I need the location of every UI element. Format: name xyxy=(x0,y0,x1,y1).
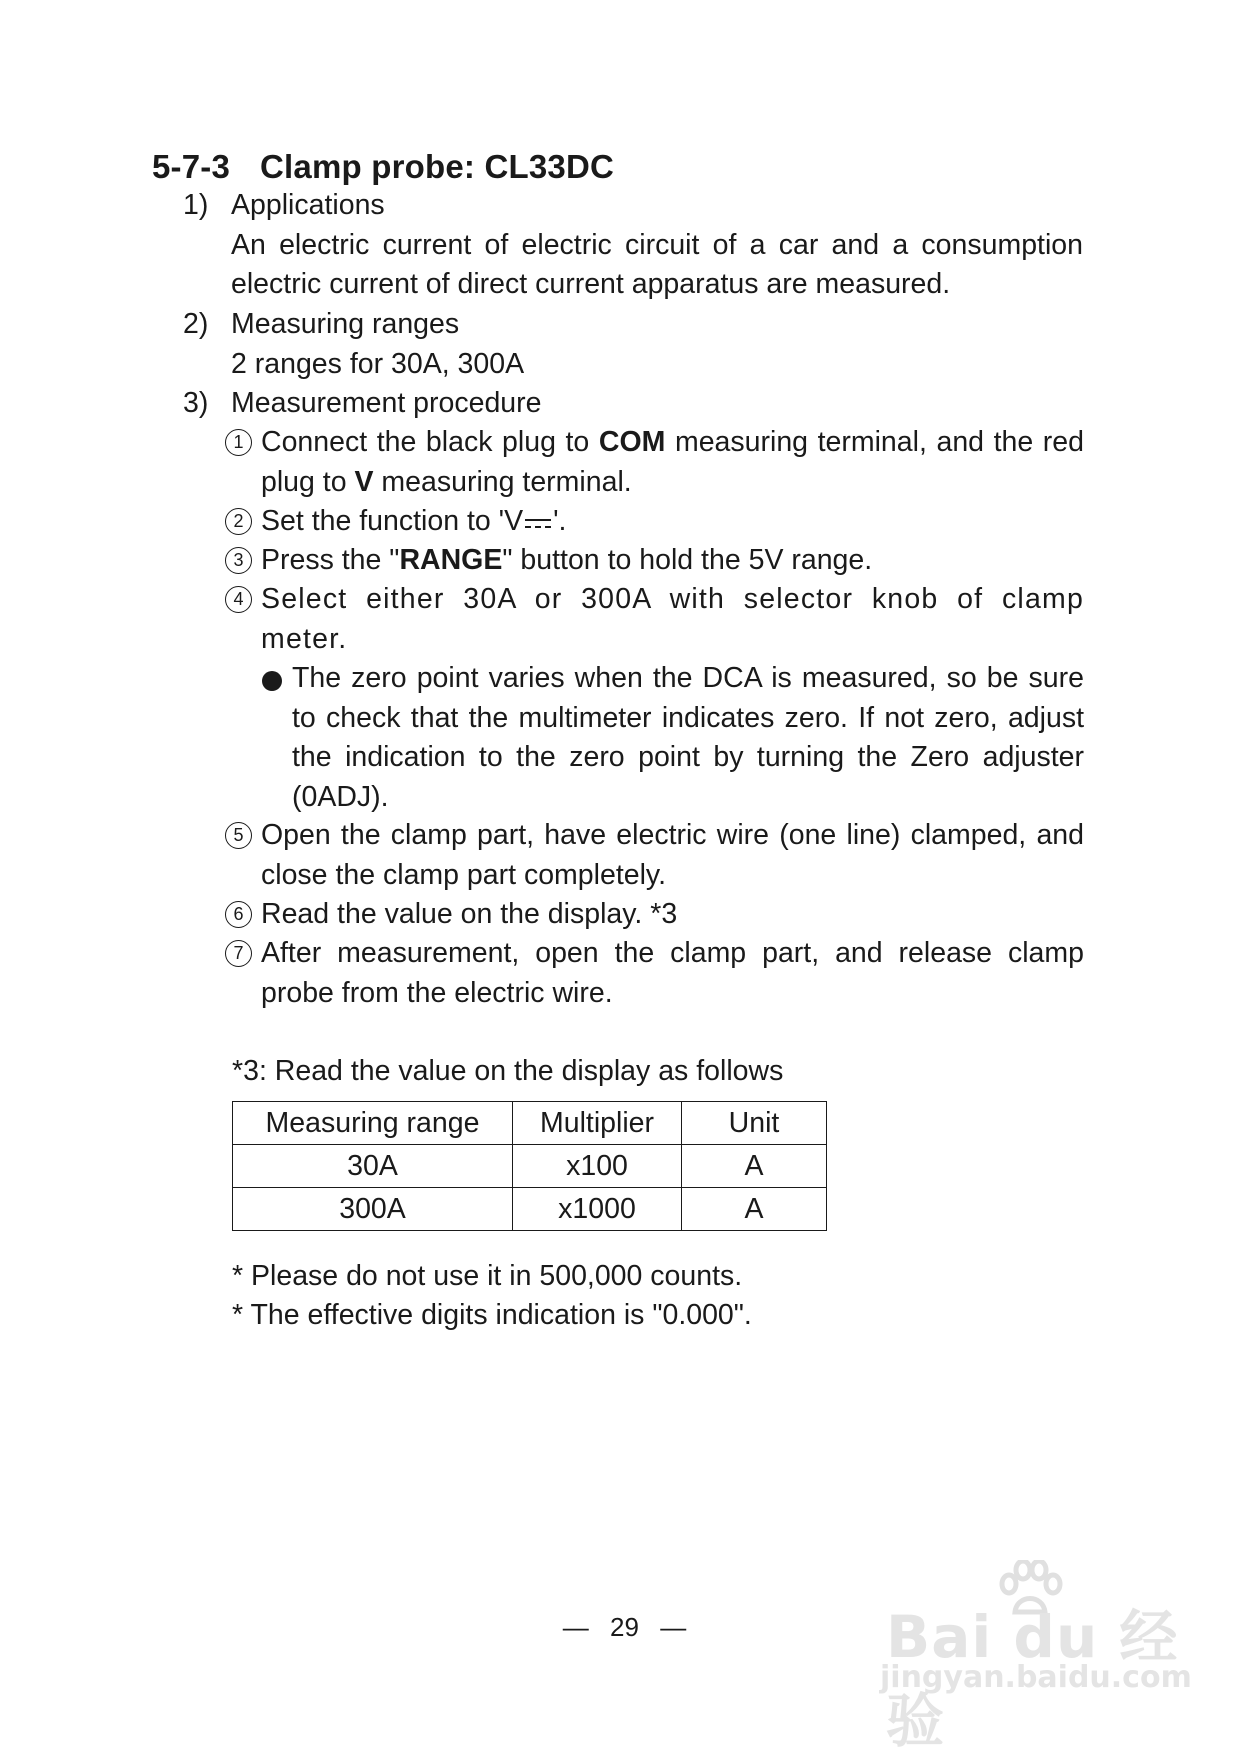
table-cell: 30A xyxy=(233,1145,513,1188)
watermark-brand: Bai du 经验 xyxy=(886,1603,1179,1755)
footnote: * Please do not use it in 500,000 counts. xyxy=(232,1260,743,1292)
step-number: 6 xyxy=(225,901,252,928)
step-text: Select either 30A or 300A with selector knob of clamp meter. xyxy=(261,583,1084,655)
item-label: 1) xyxy=(183,189,209,221)
step-number: 4 xyxy=(225,586,252,613)
table-caption: *3: Read the value on the display as follows xyxy=(232,1055,784,1087)
step-number: 1 xyxy=(225,429,252,456)
table-header-row xyxy=(233,1102,827,1145)
item-label: 3) xyxy=(183,387,209,419)
step-number: 2 xyxy=(225,508,252,535)
section-title: Clamp probe: CL33DC xyxy=(260,148,615,185)
table-header-cell: Unit xyxy=(682,1102,827,1145)
baidu-watermark xyxy=(880,1560,1192,1755)
table-row xyxy=(233,1188,827,1231)
section-number: 5-7-3 xyxy=(152,148,231,185)
item-text: An electric current of electric circuit of a car and a consumption electric current of direct current apparatus are measured. xyxy=(231,228,1083,300)
readout-table xyxy=(232,1101,827,1231)
page-number: — 29 — xyxy=(562,1612,687,1642)
item-label: 2) xyxy=(183,308,209,340)
list-item-applications xyxy=(183,186,1083,300)
dc-symbol-icon xyxy=(523,510,553,532)
item-title: Measurement procedure xyxy=(231,387,542,419)
step-number: 7 xyxy=(225,940,252,967)
item-title: Applications xyxy=(231,189,385,221)
step-text: Open the clamp part, have electric wire (one line) clamped, and close the clamp part completely. xyxy=(261,819,1084,891)
step-text: Read the value on the display. *3 xyxy=(261,898,678,930)
table-header-cell: Measuring range xyxy=(233,1102,513,1145)
table-cell: A xyxy=(682,1145,827,1188)
table-cell: A xyxy=(682,1188,827,1231)
step-number: 5 xyxy=(225,822,252,849)
table-cell: x1000 xyxy=(513,1188,682,1231)
footnote: * The effective digits indication is "0.000". xyxy=(232,1299,752,1331)
note-text: The zero point varies when the DCA is measured, so be sure to check that the multimeter indicates zero. If not zero, adjust the indication to the zero point by turning the Zero adjuster (0ADJ). xyxy=(292,662,1084,813)
section-heading xyxy=(152,148,614,186)
item-text: 2 ranges for 30A, 300A xyxy=(231,347,525,380)
table-cell: x100 xyxy=(513,1145,682,1188)
table-header-cell: Multiplier xyxy=(513,1102,682,1145)
step-number: 3 xyxy=(225,547,252,574)
item-title: Measuring ranges xyxy=(231,308,460,340)
step-text: After measurement, open the clamp part, and release clamp probe from the electric wire. xyxy=(261,937,1084,1009)
table-row xyxy=(233,1145,827,1188)
table-cell: 300A xyxy=(233,1188,513,1231)
watermark-url: jingyan.baidu.com xyxy=(880,1660,1192,1695)
bullet-icon xyxy=(262,671,282,691)
manual-page: 5-7-3 Clamp probe: CL33DC 1) Applications An electric current of electric circuit of a car and a consumption electric current of direct current apparatus are measured. 2) Measuring ranges 2 ranges for 30A, 300A 3) Measurement procedure 1 Connect the black plug to COM measuring terminal, and the red plug to V measuring terminal. 2 Set the function to 'V '. 3 Press the "RANGE" button to hold the 5V range. 4 Select either 30A or 300A with selector knob of clamp meter. The zero point varies when the DCA is measured, so be sure to check that the multimeter indicates zero. If not zero, adjust the indication to the zero point by turning the Zero adjuster (0ADJ). 5 Open the clamp part, have electric wire (one line) clamped, and close the clamp part completely. 6 Read the value on the display. *3 7 After measurement, open the clamp part, and release clamp probe from the electric wire. *3: Read the value on the display as follows Measuring range Multiplier Unit 30A x100 A 300A x1000 A * Please do not use it in 500,000 counts. * The effective digits indication is "0.000". — 29 — Bai du 经验 jingyan.baidu.com xyxy=(0,0,1249,1745)
